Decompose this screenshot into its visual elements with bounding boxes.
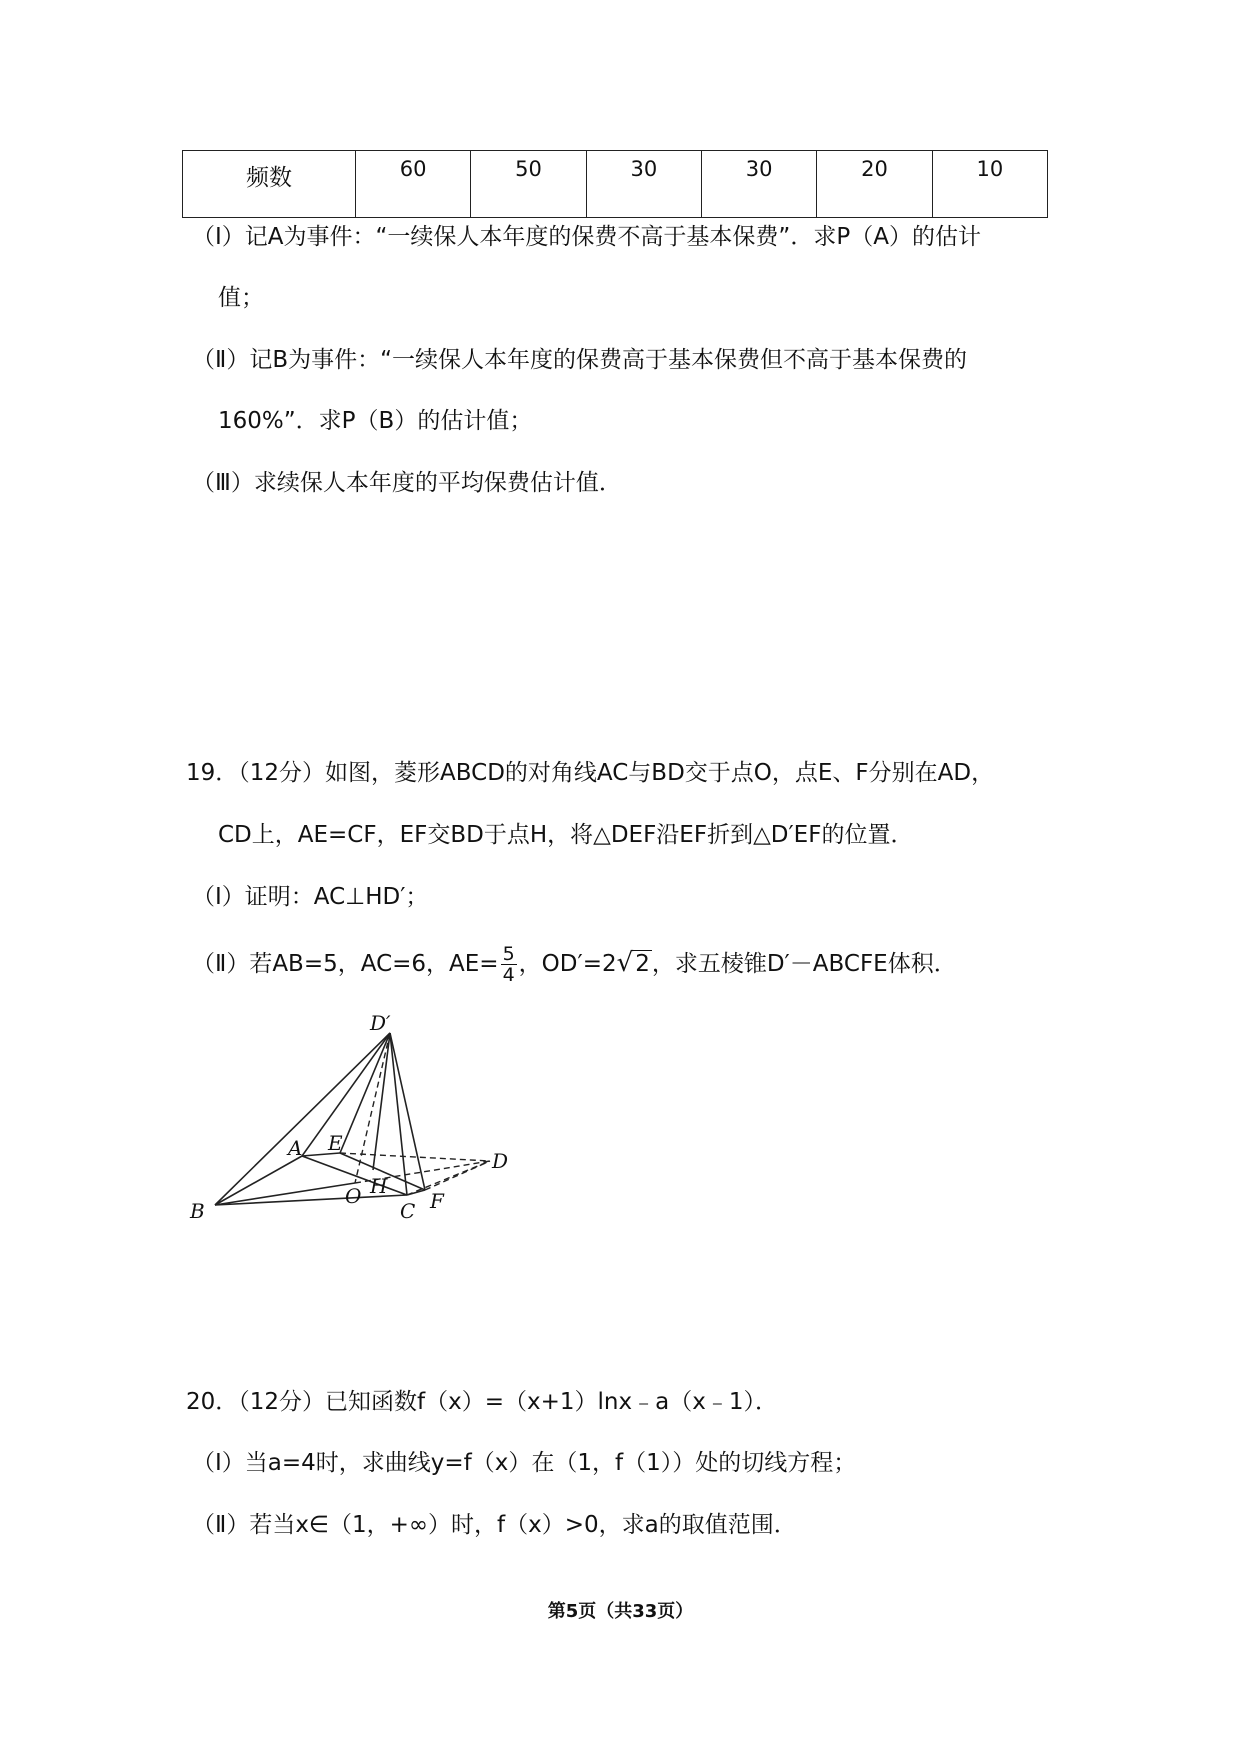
table-cell: 10 — [932, 151, 1047, 218]
label-e: E — [328, 1131, 343, 1155]
label-d-prime: D′ — [370, 1011, 391, 1035]
q19-part2-prefix: （Ⅱ）若AB=5，AC=6，AE= — [192, 951, 499, 977]
table-cell: 50 — [471, 151, 586, 218]
edge-ed-dashed — [340, 1153, 490, 1161]
radicand: 2 — [635, 951, 650, 977]
label-o: O — [345, 1184, 362, 1208]
q20-part1: （Ⅰ）当a=4时，求曲线y=f（x）在（1，f（1））处的切线方程； — [192, 1450, 857, 1476]
fraction-denominator: 4 — [502, 964, 515, 986]
frequency-table — [182, 150, 1048, 218]
pyramid-figure — [180, 1010, 520, 1240]
label-d: D — [492, 1149, 509, 1173]
label-h: H — [370, 1174, 388, 1198]
fraction-numerator: 5 — [502, 943, 515, 965]
table-cell: 30 — [701, 151, 816, 218]
edge-dc — [390, 1033, 407, 1195]
table-row — [183, 151, 1048, 218]
label-c: C — [400, 1199, 416, 1223]
table-header-cell: 频数 — [183, 151, 356, 218]
q20-part2: （Ⅱ）若当x∈（1，+∞）时，f（x）>0，求a的取值范围． — [192, 1512, 797, 1538]
q18-part2-line1: （Ⅱ）记B为事件：“一续保人本年度的保费高于基本保费但不高于基本保费的 — [192, 347, 968, 373]
q19-part2-mid: ，OD′=2 — [518, 951, 617, 977]
radical-sign: √ — [616, 948, 634, 978]
q18-part1-line1: （Ⅰ）记A为事件：“一续保人本年度的保费不高于基本保费”．求P（A）的估计 — [192, 224, 981, 250]
label-b: B — [190, 1199, 205, 1223]
q20-stem: 20．（12分）已知函数f（x）=（x+1）lnx﹣a（x﹣1）． — [186, 1389, 778, 1415]
table-cell: 20 — [817, 151, 932, 218]
label-a: A — [288, 1136, 303, 1160]
q19-part1: （Ⅰ）证明：AC⊥HD′； — [192, 884, 429, 910]
q19-part2 — [192, 944, 957, 985]
q19-part2-suffix: ，求五棱锥D′－ABCFE体积． — [651, 951, 957, 977]
edge-do-dashed — [355, 1033, 390, 1183]
q18-part1-line2: 值； — [218, 285, 264, 311]
page-footer: 第5页（共33页） — [547, 1601, 694, 1622]
table-cell: 60 — [356, 151, 471, 218]
edge-df — [390, 1033, 425, 1190]
fraction — [501, 944, 517, 985]
q18-part2-line2: 160%”．求P（B）的估计值； — [218, 408, 533, 434]
label-f: F — [430, 1189, 444, 1213]
q19-stem-line1: 19．（12分）如图，菱形ABCD的对角线AC与BD交于点O，点E、F分别在AD， — [186, 760, 995, 786]
q18-part3: （Ⅲ）求续保人本年度的平均保费估计值． — [192, 470, 622, 496]
edge-fd-dashed — [425, 1161, 490, 1190]
square-root — [617, 948, 652, 979]
table-cell: 30 — [586, 151, 701, 218]
q19-stem-line2: CD上，AE=CF，EF交BD于点H，将△DEF沿EF折到△D′EF的位置． — [218, 822, 914, 848]
